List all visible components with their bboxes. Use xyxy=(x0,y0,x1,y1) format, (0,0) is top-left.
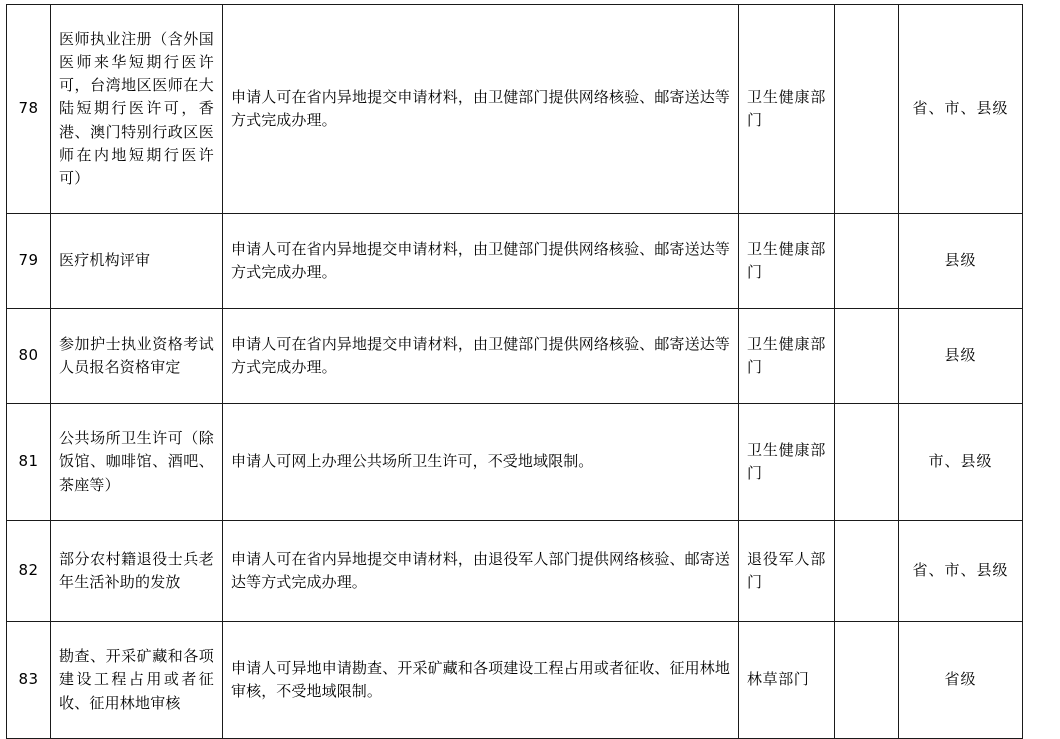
row-description: 申请人可网上办理公共场所卫生许可，不受地域限制。 xyxy=(223,404,739,521)
row-description: 申请人可在省内异地提交申请材料，由卫健部门提供网络核验、邮寄送达等方式完成办理。 xyxy=(223,214,739,309)
row-blank-cell xyxy=(835,404,899,521)
row-index: 83 xyxy=(7,622,51,739)
row-department: 退役军人部门 xyxy=(739,521,835,622)
row-level: 省级 xyxy=(899,622,1023,739)
row-item-name: 勘查、开采矿藏和各项建设工程占用或者征收、征用林地审核 xyxy=(51,622,223,739)
row-index: 79 xyxy=(7,214,51,309)
row-level: 县级 xyxy=(899,309,1023,404)
row-department: 卫生健康部门 xyxy=(739,309,835,404)
row-item-name: 部分农村籍退役士兵老年生活补助的发放 xyxy=(51,521,223,622)
row-level: 县级 xyxy=(899,214,1023,309)
row-description: 申请人可在省内异地提交申请材料，由卫健部门提供网络核验、邮寄送达等方式完成办理。 xyxy=(223,309,739,404)
table-row xyxy=(7,404,1023,521)
row-description: 申请人可在省内异地提交申请材料，由退役军人部门提供网络核验、邮寄送达等方式完成办理。 xyxy=(223,521,739,622)
row-index: 80 xyxy=(7,309,51,404)
row-department: 卫生健康部门 xyxy=(739,214,835,309)
table-row xyxy=(7,521,1023,622)
row-department: 卫生健康部门 xyxy=(739,5,835,214)
row-blank-cell xyxy=(835,214,899,309)
row-item-name: 医疗机构评审 xyxy=(51,214,223,309)
document-page xyxy=(0,4,1060,712)
row-description: 申请人可异地申请勘查、开采矿藏和各项建设工程占用或者征收、征用林地审核，不受地域限制。 xyxy=(223,622,739,739)
table-row xyxy=(7,214,1023,309)
row-index: 81 xyxy=(7,404,51,521)
service-items-table xyxy=(6,4,1023,739)
row-index: 82 xyxy=(7,521,51,622)
row-item-name: 公共场所卫生许可（除饭馆、咖啡馆、酒吧、茶座等） xyxy=(51,404,223,521)
row-blank-cell xyxy=(835,309,899,404)
row-level: 省、市、县级 xyxy=(899,521,1023,622)
table-row xyxy=(7,5,1023,214)
table-row xyxy=(7,622,1023,739)
row-department: 林草部门 xyxy=(739,622,835,739)
row-level: 省、市、县级 xyxy=(899,5,1023,214)
row-blank-cell xyxy=(835,622,899,739)
row-department: 卫生健康部门 xyxy=(739,404,835,521)
table-row xyxy=(7,309,1023,404)
row-index: 78 xyxy=(7,5,51,214)
row-level: 市、县级 xyxy=(899,404,1023,521)
row-description: 申请人可在省内异地提交申请材料，由卫健部门提供网络核验、邮寄送达等方式完成办理。 xyxy=(223,5,739,214)
row-blank-cell xyxy=(835,521,899,622)
row-item-name: 医师执业注册（含外国医师来华短期行医许可，台湾地区医师在大陆短期行医许可，香港、澳门特别行政区医师在内地短期行医许可） xyxy=(51,5,223,214)
row-blank-cell xyxy=(835,5,899,214)
row-item-name: 参加护士执业资格考试人员报名资格审定 xyxy=(51,309,223,404)
